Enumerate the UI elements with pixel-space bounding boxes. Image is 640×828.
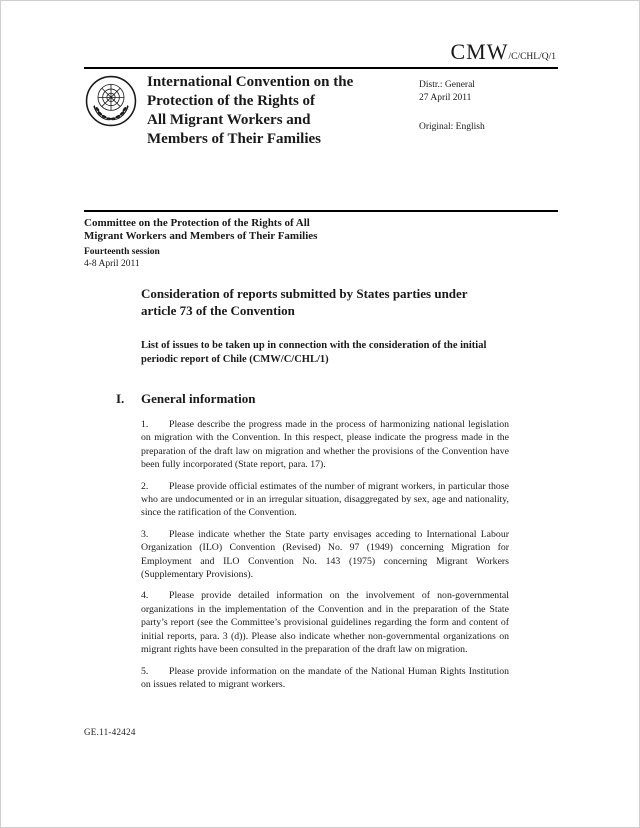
- header-rule-top: [84, 67, 558, 69]
- paragraph-number: 2.: [141, 480, 149, 492]
- paragraph-text: Please provide information on the mandate of the National Human Rights Institution on issues related to migrant workers.: [141, 665, 509, 690]
- document-symbol-suffix: /C/CHL/Q/1: [508, 52, 556, 62]
- paragraph-number: 4.: [141, 590, 149, 602]
- paragraph-number: 5.: [141, 665, 149, 677]
- committee-name-line: Migrant Workers and Members of Their Families: [84, 230, 318, 242]
- paragraph: [141, 665, 509, 692]
- document-symbol-main: CMW: [450, 39, 509, 64]
- paragraph-list: [141, 418, 509, 691]
- distr-type: Distr.: General: [419, 80, 475, 90]
- committee-block: [84, 217, 317, 270]
- main-content: [116, 285, 509, 691]
- paragraph: [141, 589, 509, 656]
- paragraph: [141, 418, 509, 472]
- session-label: Fourteenth session: [84, 247, 160, 257]
- session-dates: 4-8 April 2011: [84, 259, 140, 269]
- distribution-block: [419, 79, 485, 134]
- paragraph-text: Please indicate whether the State party envisages acceding to International Labour Organization (ILO) Convention (Revised) No. 97 (1949) concerning Migration for Employment and ILO Convention No. 143 (1975) concerning Migrant Workers (Supplementary Provisions).: [141, 528, 509, 581]
- convention-title: [147, 73, 377, 149]
- original-language: Original: English: [419, 122, 485, 132]
- report-subtitle: List of issues to be taken up in connection with the consideration of the initial periodic report of Chile (CMW/C/CHL/1): [141, 340, 487, 365]
- un-emblem-svg: [85, 75, 137, 127]
- paragraph: [141, 528, 509, 582]
- paragraph-text: Please provide official estimates of the number of migrant workers, in particular those who are undocumented or in an irregular situation, disaggregated by sex, age and nationality, since the ratification of the Convention.: [141, 480, 509, 519]
- section-title: General information: [141, 391, 256, 406]
- paragraph: [141, 480, 509, 520]
- paragraph-text: Please provide detailed information on the involvement of non-governmental organizations in the implementation of the Convention and in the preparation of the State party’s report (see the Committee’s provisional guidelines regarding the form and content of initial reports, para. 3 (d)). Please also indicate whether non-governmental organizations on migrant rights have been consulted in the preparation of the draft law on migration.: [141, 590, 509, 656]
- committee-name-line: Committee on the Protection of the Rights of All: [84, 217, 310, 229]
- convention-title-line: International Convention on the: [147, 74, 354, 90]
- report-title: Consideration of reports submitted by States parties under article 73 of the Convention: [141, 286, 468, 318]
- section-number: I.: [116, 391, 125, 406]
- paragraph-number: 3.: [141, 528, 149, 540]
- document-symbol: [450, 39, 556, 65]
- paragraph-number: 1.: [141, 419, 149, 430]
- convention-title-line: Protection of the Rights of: [147, 93, 316, 109]
- header-rule-bottom: [84, 210, 558, 212]
- un-emblem-icon: [85, 75, 137, 127]
- paragraph-text: Please describe the progress made in the process of harmonizing national legislation on migration with the Convention. In this respect, please indicate the progress made in the preparation of the draft law on migration and whether the provisions of the Convention have been fully incorporated (State report, para. 17).: [141, 419, 509, 471]
- convention-title-line: Members of Their Families: [147, 131, 321, 147]
- footer-reference: GE.11-42424: [84, 727, 136, 737]
- convention-title-line: All Migrant Workers and: [147, 112, 311, 128]
- distr-date: 27 April 2011: [419, 93, 472, 103]
- section-heading: [116, 391, 509, 407]
